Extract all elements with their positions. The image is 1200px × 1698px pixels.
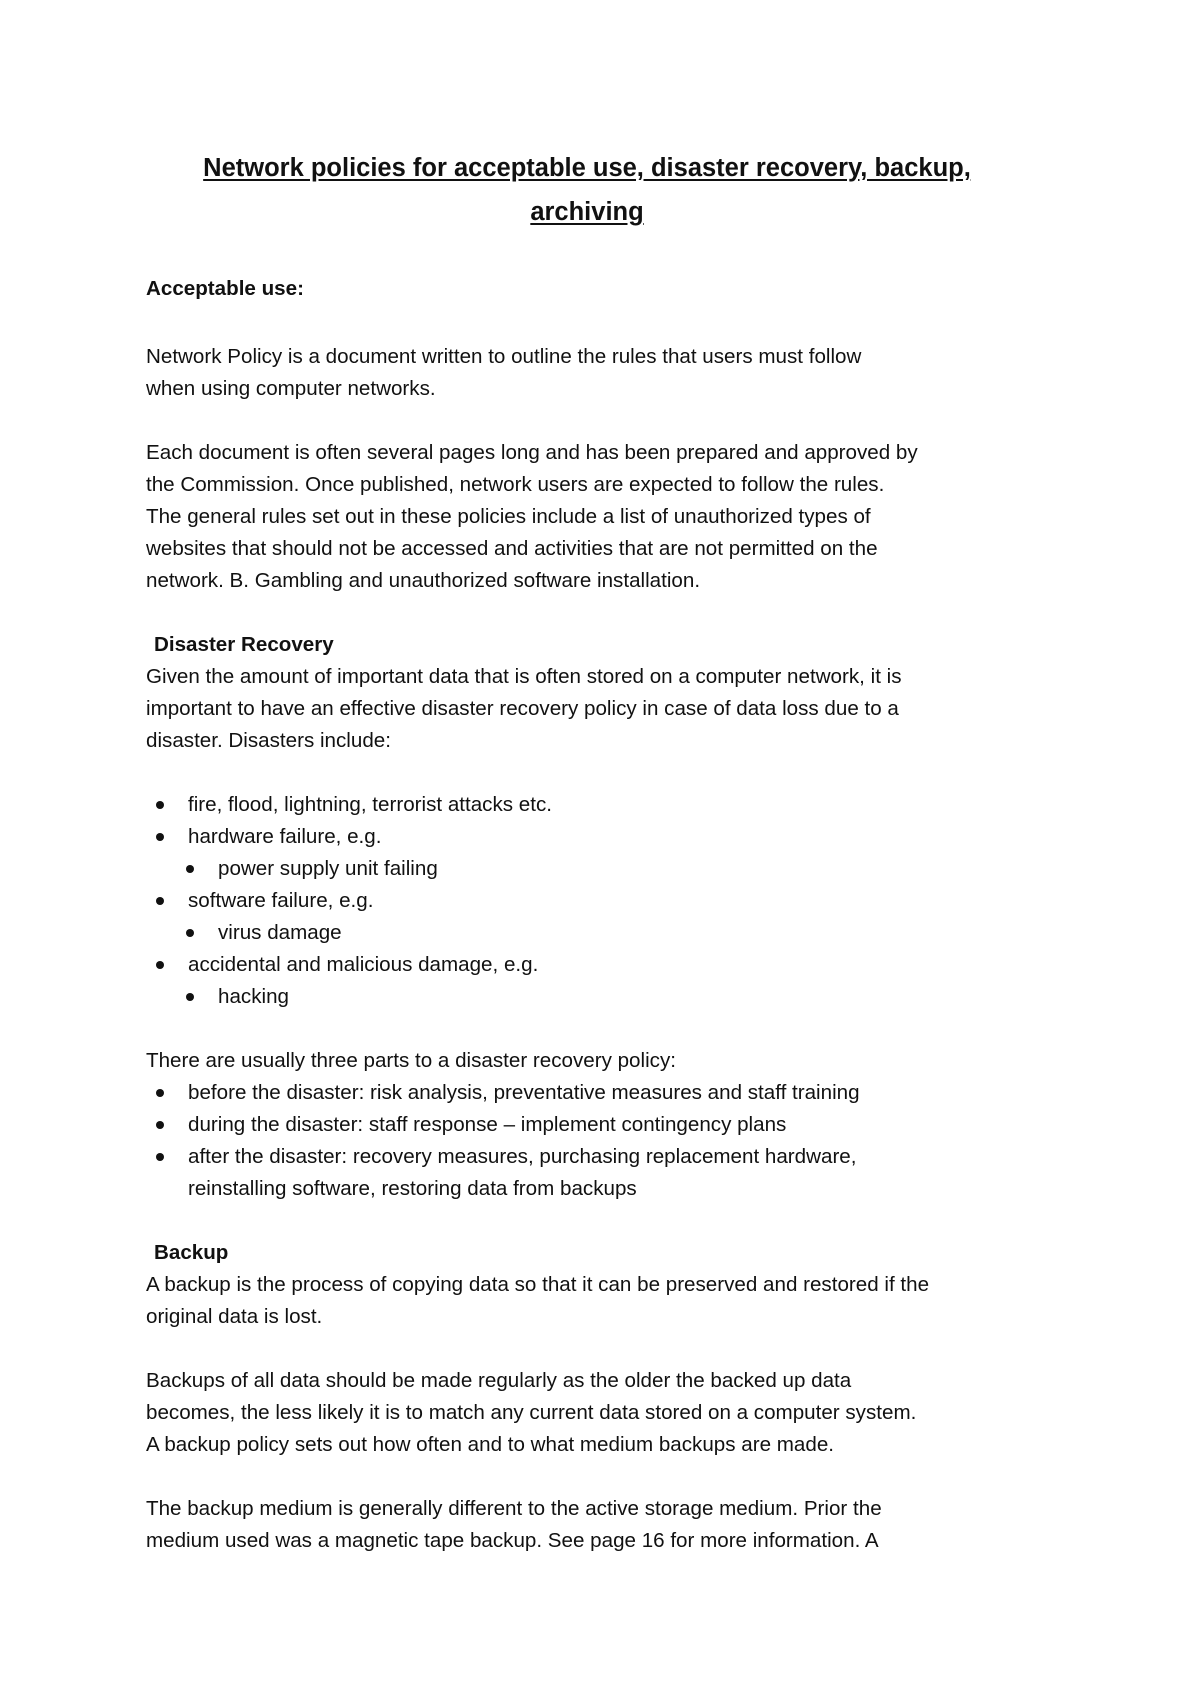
paragraph-line: Backups of all data should be made regularly as the older the backed up data <box>146 1369 852 1392</box>
bullet-icon <box>156 1089 164 1097</box>
backup-heading: Backup <box>154 1241 229 1264</box>
bullet-icon <box>156 1153 164 1161</box>
bullet-icon <box>156 1121 164 1129</box>
page-title-line-1: Network policies for acceptable use, disaster recovery, backup, <box>203 154 971 182</box>
paragraph-line: the Commission. Once published, network users are expected to follow the rules. <box>146 473 885 496</box>
acceptable-use-heading: Acceptable use: <box>146 277 304 300</box>
bullet-icon <box>156 961 164 969</box>
list-item-text: hacking <box>218 985 289 1008</box>
list-item-text: before the disaster: risk analysis, preventative measures and staff training <box>188 1081 860 1104</box>
list-item-text: after the disaster: recovery measures, purchasing replacement hardware, <box>188 1145 857 1168</box>
list-item-text: virus damage <box>218 921 342 944</box>
paragraph-line: Given the amount of important data that is often stored on a computer network, it is <box>146 665 902 688</box>
paragraph-line: network. B. Gambling and unauthorized software installation. <box>146 569 701 592</box>
paragraph-line: becomes, the less likely it is to match any current data stored on a computer system. <box>146 1401 917 1424</box>
bullet-icon <box>186 865 194 873</box>
disaster-recovery-heading: Disaster Recovery <box>154 633 334 656</box>
bullet-icon <box>156 897 164 905</box>
list-item-text: software failure, e.g. <box>188 889 374 912</box>
bullet-icon <box>156 801 164 809</box>
paragraph-line: A backup is the process of copying data so that it can be preserved and restored if the <box>146 1273 930 1296</box>
bullet-icon <box>186 993 194 1001</box>
list-item-text: accidental and malicious damage, e.g. <box>188 953 539 976</box>
paragraph-line: disaster. Disasters include: <box>146 729 391 752</box>
bullet-icon <box>186 929 194 937</box>
list-item-text: power supply unit failing <box>218 857 438 880</box>
list-item-text: hardware failure, e.g. <box>188 825 382 848</box>
paragraph-line: Each document is often several pages long and has been prepared and approved by <box>146 441 918 464</box>
paragraph-line: when using computer networks. <box>146 377 436 400</box>
list-item-text: reinstalling software, restoring data from backups <box>188 1177 637 1200</box>
paragraph-line: A backup policy sets out how often and to what medium backups are made. <box>146 1433 834 1456</box>
paragraph-line: The general rules set out in these policies include a list of unauthorized types of <box>146 505 871 528</box>
page-title-line-2: archiving <box>530 198 644 226</box>
paragraph-line: important to have an effective disaster recovery policy in case of data loss due to a <box>146 697 899 720</box>
list-item-text: during the disaster: staff response – implement contingency plans <box>188 1113 787 1136</box>
paragraph-line: Network Policy is a document written to outline the rules that users must follow <box>146 345 862 368</box>
paragraph-line: medium used was a magnetic tape backup. See page 16 for more information. A <box>146 1529 879 1552</box>
bullet-icon <box>156 833 164 841</box>
paragraph-line: There are usually three parts to a disaster recovery policy: <box>146 1049 676 1072</box>
list-item-text: fire, flood, lightning, terrorist attacks etc. <box>188 793 552 816</box>
paragraph-line: original data is lost. <box>146 1305 323 1328</box>
paragraph-line: The backup medium is generally different to the active storage medium. Prior the <box>146 1497 882 1520</box>
paragraph-line: websites that should not be accessed and activities that are not permitted on the <box>146 537 878 560</box>
